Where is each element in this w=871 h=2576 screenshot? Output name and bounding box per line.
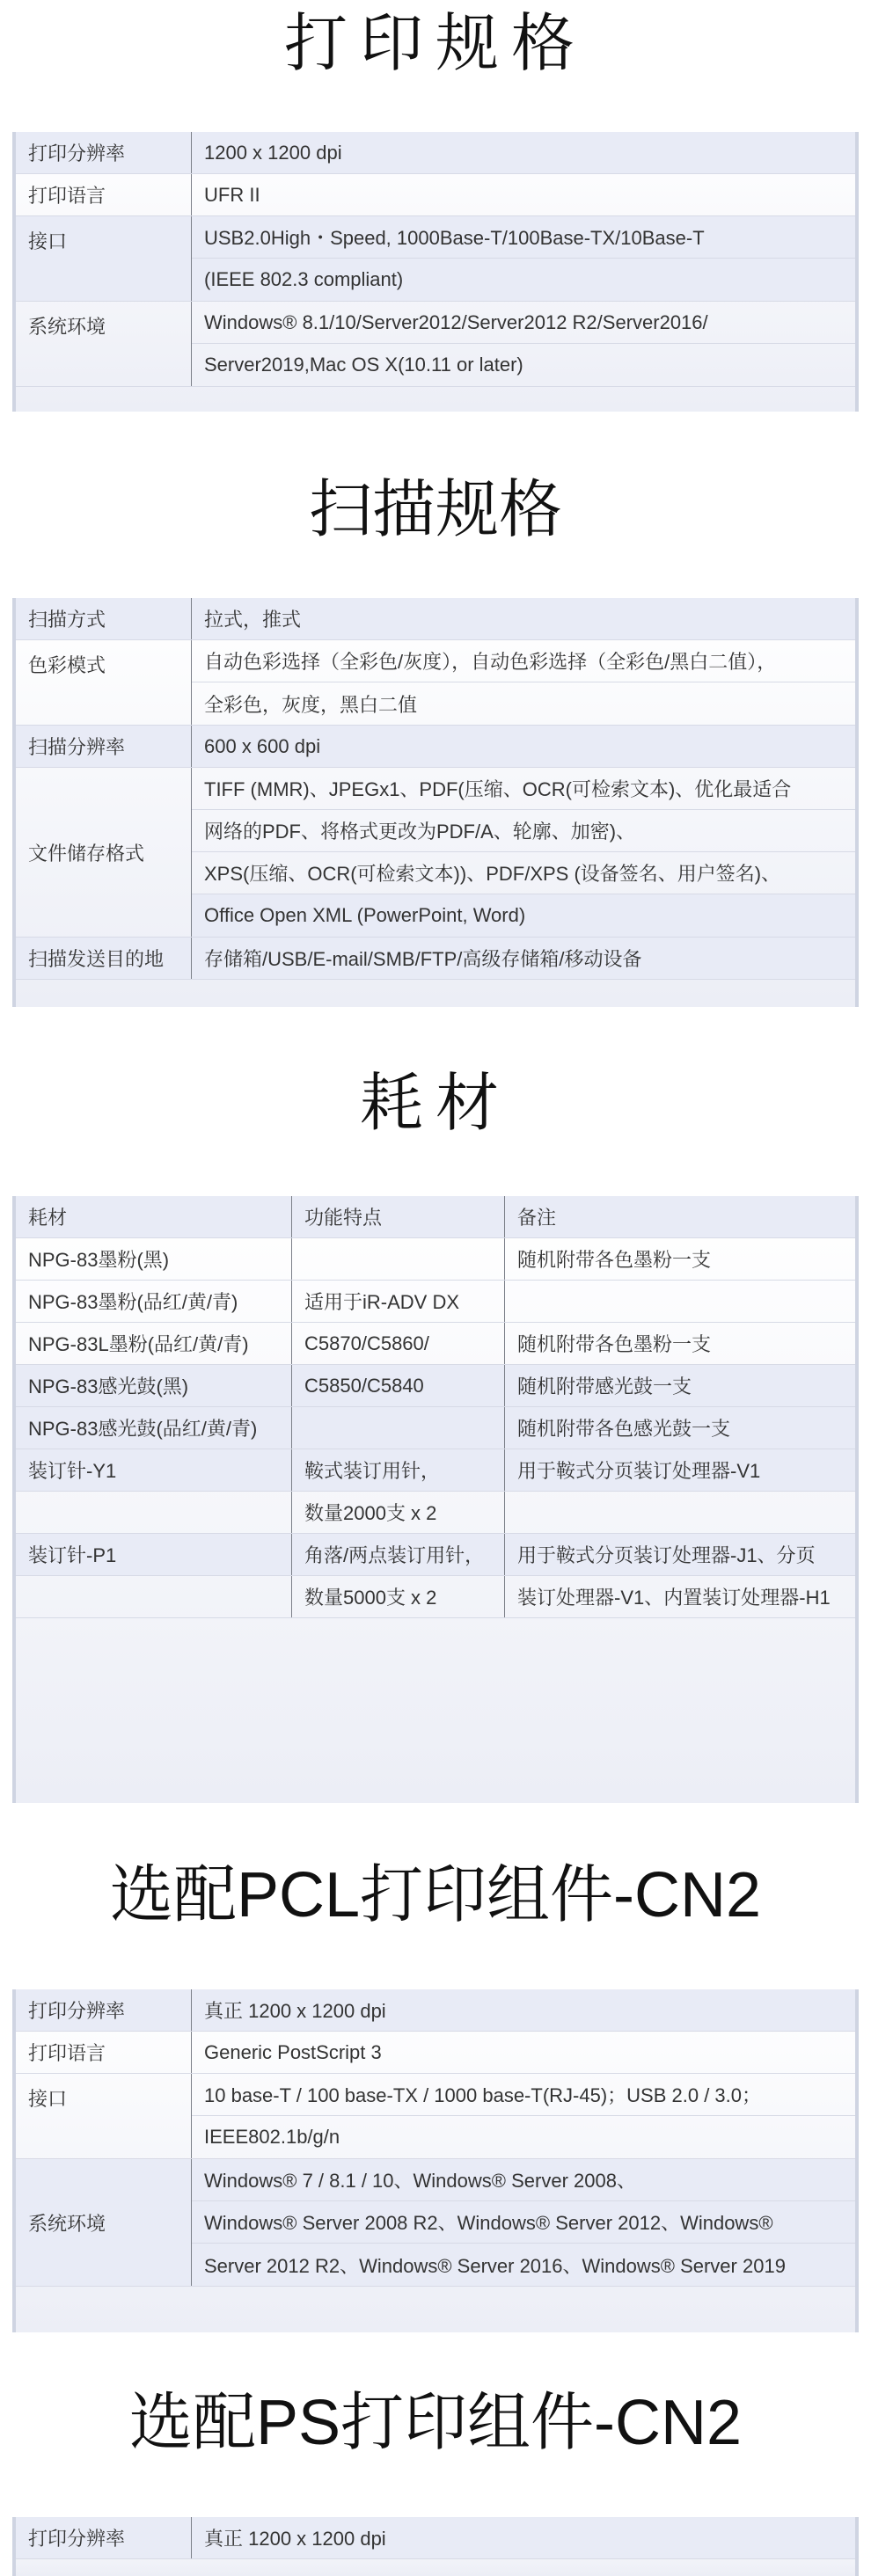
row-value-line: TIFF (MMR)、JPEGx1、PDF(压缩、OCR(可检索文本)、优化最适合	[192, 768, 855, 810]
table-cell: C5870/C5860/	[292, 1323, 505, 1364]
row-value-line: Windows® Server 2008 R2、Windows® Server 2012、Windows®	[192, 2201, 855, 2244]
table-cell: 用于鞍式分页装订处理器-J1、分页	[517, 1544, 816, 1566]
pcl-spec-title: 选配PCL打印组件-CN2	[109, 1860, 762, 1930]
table-row	[16, 1365, 855, 1407]
table-row	[16, 1534, 855, 1576]
table-cell: 随机附带各色感光鼓一支	[517, 1418, 731, 1440]
row-value: 存储箱/USB/E-mail/SMB/FTP/高级存储箱/移动设备	[204, 948, 642, 970]
row-label: 系统环境	[16, 302, 192, 386]
ps-spec-title: 选配PS打印组件-CN2	[128, 2388, 743, 2458]
scan-spec-title: 扫描规格	[308, 475, 562, 545]
row-label: 打印分辨率	[16, 132, 192, 173]
row-label: 打印分辨率	[16, 1989, 192, 2031]
row-label: 扫描发送目的地	[16, 938, 192, 979]
row-value-line: Office Open XML (PowerPoint, Word)	[192, 894, 855, 937]
row-label: 扫描方式	[16, 598, 192, 639]
row-label: 打印语言	[16, 2032, 192, 2073]
table-row	[16, 598, 855, 640]
table-row	[16, 174, 855, 216]
table-row	[16, 2159, 855, 2287]
pcl-spec-table	[12, 1989, 859, 2332]
table-row	[16, 216, 855, 302]
table-cell: 鞍式装订用针，	[292, 1449, 505, 1491]
table-row	[16, 1407, 855, 1449]
row-label: 打印语言	[16, 174, 192, 215]
table-row	[16, 2032, 855, 2074]
row-value-stack	[192, 768, 855, 937]
table-row	[16, 1281, 855, 1323]
row-value: 拉式，推式	[204, 609, 302, 631]
row-label: 文件储存格式	[16, 768, 192, 937]
row-value-line: Windows® 8.1/10/Server2012/Server2012 R2/Server2016/	[192, 302, 855, 344]
row-value-stack	[192, 640, 855, 725]
table-cell: 装订针-P1	[16, 1534, 292, 1575]
row-value-stack	[192, 302, 855, 386]
table-cell: NPG-83墨粉(黑)	[16, 1238, 292, 1280]
table-cell: C5850/C5840	[292, 1365, 505, 1406]
row-value-line: 网络的PDF、将格式更改为PDF/A、轮廓、加密)、	[192, 810, 855, 852]
column-header: 耗材	[16, 1196, 292, 1237]
row-value-line: Server 2012 R2、Windows® Server 2016、Windows® Server 2019	[204, 2254, 786, 2277]
row-label: 接口	[16, 2074, 192, 2158]
table-row	[16, 1323, 855, 1365]
table-row	[16, 768, 855, 938]
table-cell: 数量2000支 x 2	[292, 1492, 505, 1533]
table-row	[16, 132, 855, 174]
ps-spec-title-block	[0, 2379, 871, 2467]
table-row	[16, 1989, 855, 2032]
row-value-line: IEEE802.1b/g/n	[204, 2126, 340, 2148]
print-spec-title: 打印规格	[283, 9, 587, 79]
row-label: 接口	[16, 216, 192, 301]
table-cell	[16, 1492, 292, 1533]
table-row	[16, 302, 855, 387]
table-cell: 随机附带各色墨粉一支	[517, 1249, 712, 1271]
row-value-stack	[192, 2074, 855, 2158]
consumables-table	[12, 1196, 859, 1803]
row-value-line: Windows® 7 / 8.1 / 10、Windows® Server 2008、	[192, 2159, 855, 2201]
row-value-stack	[192, 216, 855, 301]
row-value: 真正 1200 x 1200 dpi	[204, 2000, 386, 2022]
row-value-stack	[192, 2159, 855, 2286]
table-row	[16, 1576, 855, 1618]
table-row	[16, 2074, 855, 2159]
row-label: 扫描分辨率	[16, 726, 192, 767]
table-cell: NPG-83L墨粉(品红/黄/青)	[16, 1323, 292, 1364]
table-row	[16, 2517, 855, 2559]
row-value: Generic PostScript 3	[204, 2040, 382, 2063]
table-cell: NPG-83感光鼓(黑)	[16, 1365, 292, 1406]
column-header: 备注	[517, 1207, 557, 1229]
table-cell: 适用于iR-ADV DX	[292, 1281, 505, 1322]
table-cell: 随机附带感光鼓一支	[517, 1376, 692, 1397]
ps-spec-table	[12, 2517, 859, 2576]
row-value-line: (IEEE 802.3 compliant)	[204, 268, 404, 290]
row-value: 1200 x 1200 dpi	[204, 141, 342, 164]
consumables-title: 耗材	[359, 1069, 511, 1139]
column-header: 功能特点	[292, 1196, 505, 1237]
scan-spec-table	[12, 598, 859, 1007]
row-value-line: XPS(压缩、OCR(可检索文本))、PDF/XPS (设备签名、用户签名)、	[192, 852, 855, 894]
table-cell	[505, 1281, 855, 1322]
row-value-line: 10 base-T / 100 base-TX / 1000 base-T(RJ-45)；USB 2.0 / 3.0；	[192, 2074, 855, 2116]
table-row	[16, 640, 855, 726]
table-cell: NPG-83感光鼓(品红/黄/青)	[16, 1407, 292, 1449]
table-cell	[292, 1407, 505, 1449]
table-row	[16, 1492, 855, 1534]
print-spec-table	[12, 132, 859, 412]
table-cell	[16, 1576, 292, 1617]
print-spec-title-block	[0, 0, 871, 88]
row-label: 系统环境	[16, 2159, 192, 2286]
table-cell: 装订针-Y1	[16, 1449, 292, 1491]
row-value: 真正 1200 x 1200 dpi	[204, 2528, 386, 2550]
table-cell	[292, 1238, 505, 1280]
row-value: 600 x 600 dpi	[204, 734, 321, 757]
table-cell: 随机附带各色墨粉一支	[517, 1333, 712, 1355]
table-row	[16, 938, 855, 980]
table-cell: NPG-83墨粉(品红/黄/青)	[16, 1281, 292, 1322]
consumables-title-block	[0, 1060, 871, 1148]
scan-spec-title-block	[0, 466, 871, 554]
row-label: 色彩模式	[16, 640, 192, 725]
table-row	[16, 1449, 855, 1492]
table-header-row	[16, 1196, 855, 1238]
table-cell: 角落/两点装订用针，	[292, 1534, 505, 1575]
table-cell	[505, 1492, 855, 1533]
row-value-line: Server2019,Mac OS X(10.11 or later)	[204, 354, 523, 376]
table-cell: 数量5000支 x 2	[292, 1576, 505, 1617]
row-label: 打印分辨率	[16, 2517, 192, 2558]
row-value: UFR II	[204, 183, 260, 206]
row-value-line: 全彩色，灰度，黑白二值	[204, 693, 418, 716]
row-value-line: USB2.0High・Speed, 1000Base-T/100Base-TX/10Base-T	[192, 216, 855, 259]
table-cell: 装订处理器-V1、内置装订处理器-H1	[517, 1587, 831, 1609]
table-row	[16, 1238, 855, 1281]
table-cell: 用于鞍式分页装订处理器-V1	[517, 1460, 761, 1482]
table-row	[16, 726, 855, 768]
row-value-line: 自动色彩选择（全彩色/灰度），自动色彩选择（全彩色/黑白二值），	[192, 640, 855, 682]
pcl-spec-title-block	[0, 1851, 871, 1939]
